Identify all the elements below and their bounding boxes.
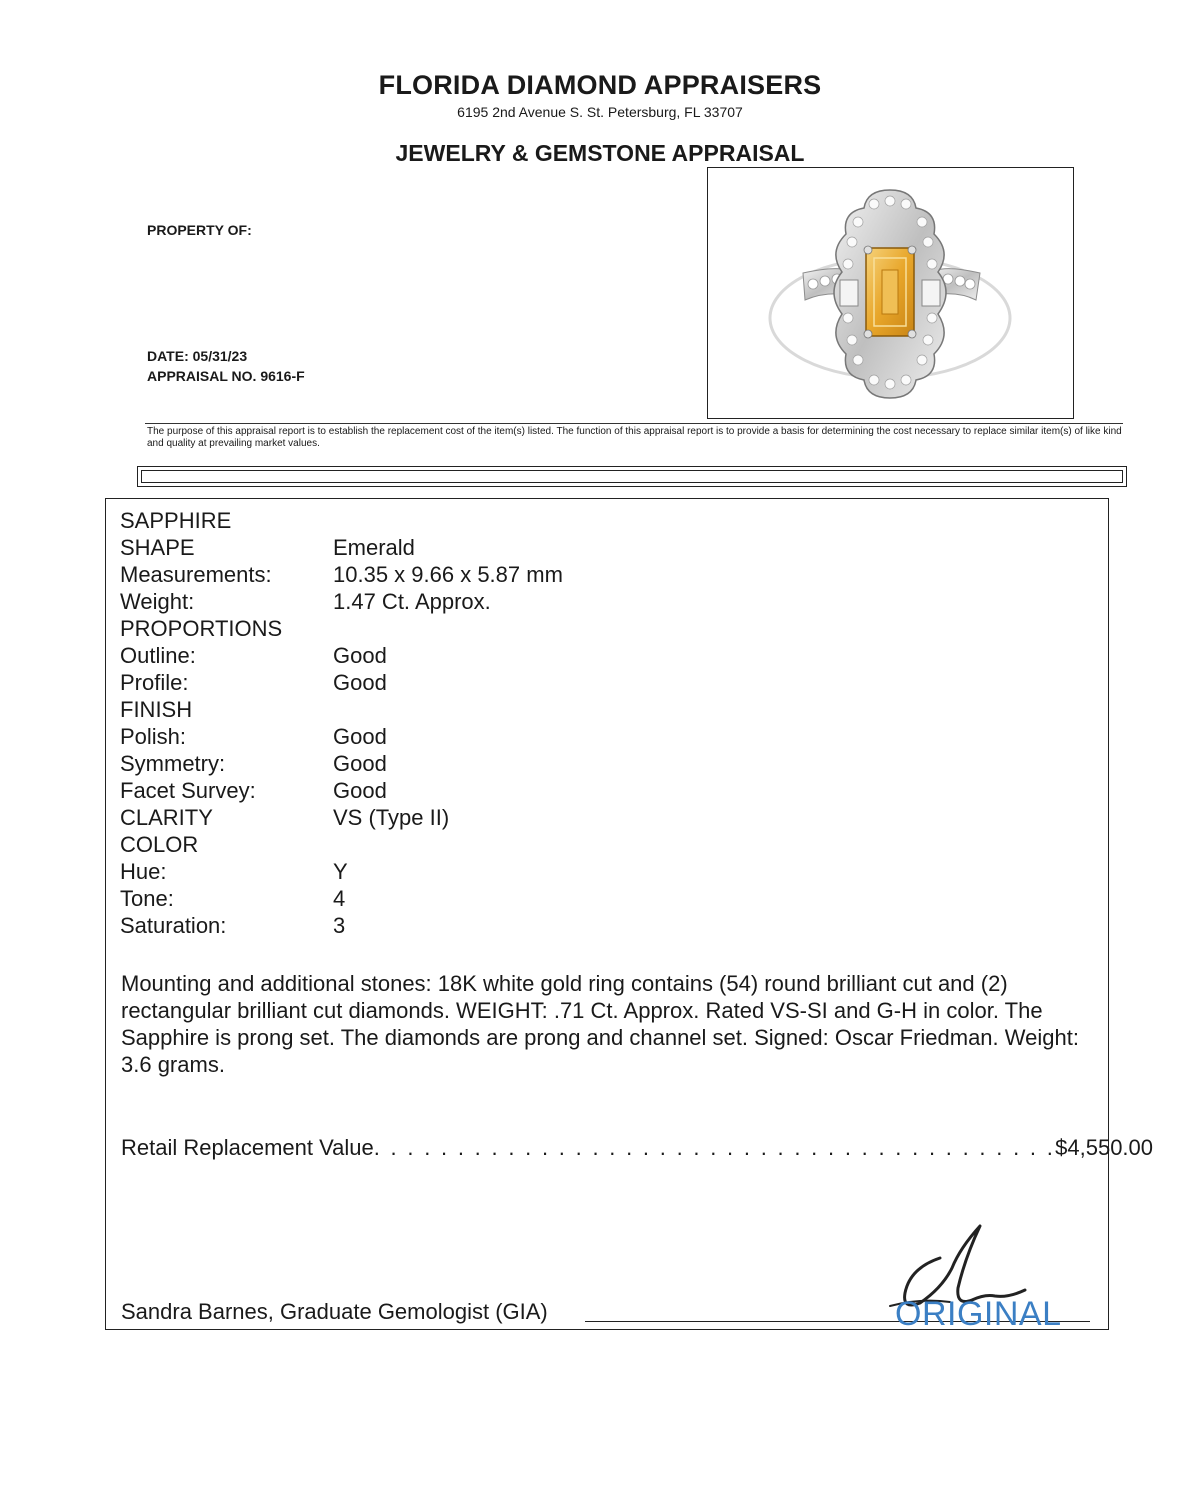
spec-label: Tone: [120, 886, 174, 911]
date-label: DATE: [147, 348, 189, 364]
original-stamp: ORIGINAL [895, 1295, 1062, 1333]
property-of-label: PROPERTY OF: [147, 222, 252, 238]
ring-photo [707, 167, 1074, 419]
spec-value: Emerald [333, 535, 415, 560]
spec-value: Good [333, 751, 387, 776]
spec-label: Hue: [120, 859, 167, 884]
company-address: 6195 2nd Avenue S. St. Petersburg, FL 33707 [457, 104, 743, 120]
retail-replacement-value [121, 1134, 1154, 1161]
ring-photo-icon [708, 168, 1073, 418]
spec-value: 3 [333, 913, 346, 938]
spec-label: Symmetry: [120, 751, 226, 776]
value-amount: $4,550.00 [1055, 1135, 1154, 1160]
spec-label: Facet Survey: [120, 778, 256, 803]
spec-label: FINISH [120, 697, 193, 722]
spec-value: VS (Type II) [333, 805, 450, 830]
spec-value: Y [333, 859, 348, 884]
date-value: 05/31/23 [192, 348, 248, 364]
spec-value: Good [333, 643, 387, 668]
spec-value: 1.47 Ct. Approx. [333, 589, 491, 614]
spec-label: Profile: [120, 670, 189, 695]
value-leader-dots: . . . . . . . . . . . . . . . . . . . . . . . . . . . . . . . . . . . . . . . . . [373, 1135, 1056, 1160]
mounting-description: Mounting and additional stones: 18K white gold ring contains (54) round brilliant cut and (2) rectangular brilliant cut diamonds. WEIGHT: .71 Ct. Approx. Rated VS-SI and G-H in color. The Sapphire is prong set. The diamonds are prong and channel set. Signed: Oscar Friedman. Weight: 3.6 grams. [121, 971, 1079, 1077]
appraiser-name: Sandra Barnes, Graduate Gemologist (GIA) [121, 1299, 548, 1324]
appraisal-number-value: 9616-F [260, 368, 305, 384]
spec-value: 10.35 x 9.66 x 5.87 mm [333, 562, 563, 587]
spec-label: COLOR [120, 832, 199, 857]
spec-value: Good [333, 670, 387, 695]
spec-label: SHAPE [120, 535, 195, 560]
spec-label: Outline: [120, 643, 196, 668]
purpose-statement: The purpose of this appraisal report is to establish the replacement cost of the item(s) listed. The function of this appraisal report is to provide a basis for determining the cost necessary to replace similar item(s) of like kind and quality at prevailing market values. [147, 426, 1122, 449]
document-title: JEWELRY & GEMSTONE APPRAISAL [395, 140, 805, 166]
appraisal-number-field [147, 368, 305, 384]
spec-value: 4 [333, 886, 346, 911]
date-field [147, 348, 247, 364]
company-name: FLORIDA DIAMOND APPRAISERS [378, 70, 822, 100]
spec-label: PROPORTIONS [120, 616, 283, 641]
spec-label: SAPPHIRE [120, 508, 232, 533]
spec-label: Polish: [120, 724, 187, 749]
appraisal-number-label: APPRAISAL NO. [147, 368, 257, 384]
spec-label: Measurements: [120, 562, 272, 587]
spec-label: Weight: [120, 589, 195, 614]
spec-label: Saturation: [120, 913, 227, 938]
spec-value: Good [333, 724, 387, 749]
value-label: Retail Replacement Value [121, 1135, 374, 1160]
header-divider [145, 423, 1123, 424]
spec-label: CLARITY [120, 805, 213, 830]
double-rule-box [137, 466, 1127, 487]
spec-value: Good [333, 778, 387, 803]
